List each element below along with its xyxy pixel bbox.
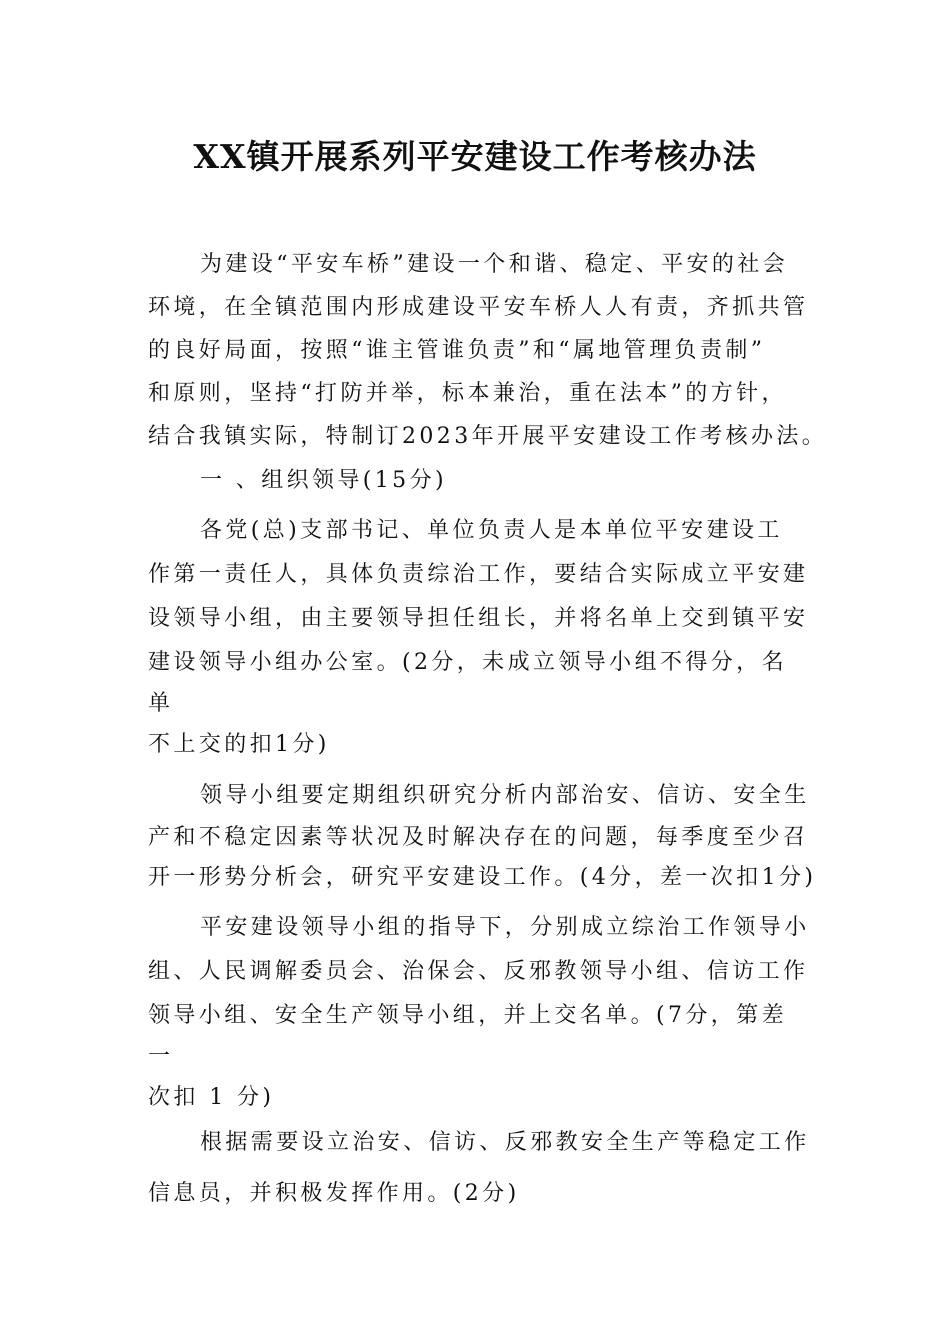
paragraph-line: 作第一责任人，具体负责综治工作，要结合实际成立平安建 bbox=[148, 562, 809, 587]
paragraph-line: 次扣 1 分) bbox=[148, 1085, 275, 1110]
paragraph-line: 信息员，并积极发挥作用。(2分) bbox=[148, 1181, 520, 1206]
paragraph-line: 环境，在全镇范围内形成建设平安车桥人人有责，齐抓共管 bbox=[148, 295, 809, 320]
paragraph-line: 产和不稳定因素等状况及时解决存在的问题，每季度至少召 bbox=[148, 825, 809, 850]
section-heading: 一 、组织领导(15分) bbox=[200, 468, 447, 493]
paragraph-line: 建设领导小组办公室。(2分，未成立领导小组不得分，名 bbox=[148, 650, 787, 675]
paragraph-line: 和原则，坚持“打防并举，标本兼治，重在法本”的方针， bbox=[148, 381, 787, 406]
paragraph-line: 一 bbox=[148, 1044, 174, 1069]
document-title: XX镇开展系列平安建设工作考核办法 bbox=[193, 137, 757, 176]
paragraph-line: 设领导小组，由主要领导担任组长，并将名单上交到镇平安 bbox=[148, 606, 809, 631]
paragraph-line: 领导小组要定期组织研究分析内部治安、信访、安全生 bbox=[200, 783, 810, 808]
paragraph-line: 结合我镇实际，特制订2023年开展平安建设工作考核办法。 bbox=[148, 424, 828, 449]
paragraph-line: 开一形势分析会，研究平安建设工作。(4分，差一次扣1分) bbox=[148, 865, 817, 890]
paragraph-line: 根据需要设立治安、信访、反邪教安全生产等稳定工作 bbox=[200, 1130, 810, 1155]
paragraph-line: 各党(总)支部书记、单位负责人是本单位平安建设工 bbox=[200, 518, 783, 543]
paragraph-line: 组、人民调解委员会、治保会、反邪教领导小组、信访工作 bbox=[148, 959, 809, 984]
paragraph-line: 的良好局面，按照“谁主管谁负责”和“属地管理负责制” bbox=[148, 338, 766, 363]
paragraph-line: 为建设“平安车桥”建设一个和谐、稳定、平安的社会 bbox=[200, 252, 789, 277]
paragraph-line: 单 bbox=[148, 691, 174, 716]
paragraph-line: 领导小组、安全生产领导小组，并上交名单。(7分，第差 bbox=[148, 1003, 787, 1028]
paragraph-line: 不上交的扣1分) bbox=[148, 732, 330, 757]
paragraph-line: 平安建设领导小组的指导下，分别成立综治工作领导小 bbox=[200, 915, 810, 940]
